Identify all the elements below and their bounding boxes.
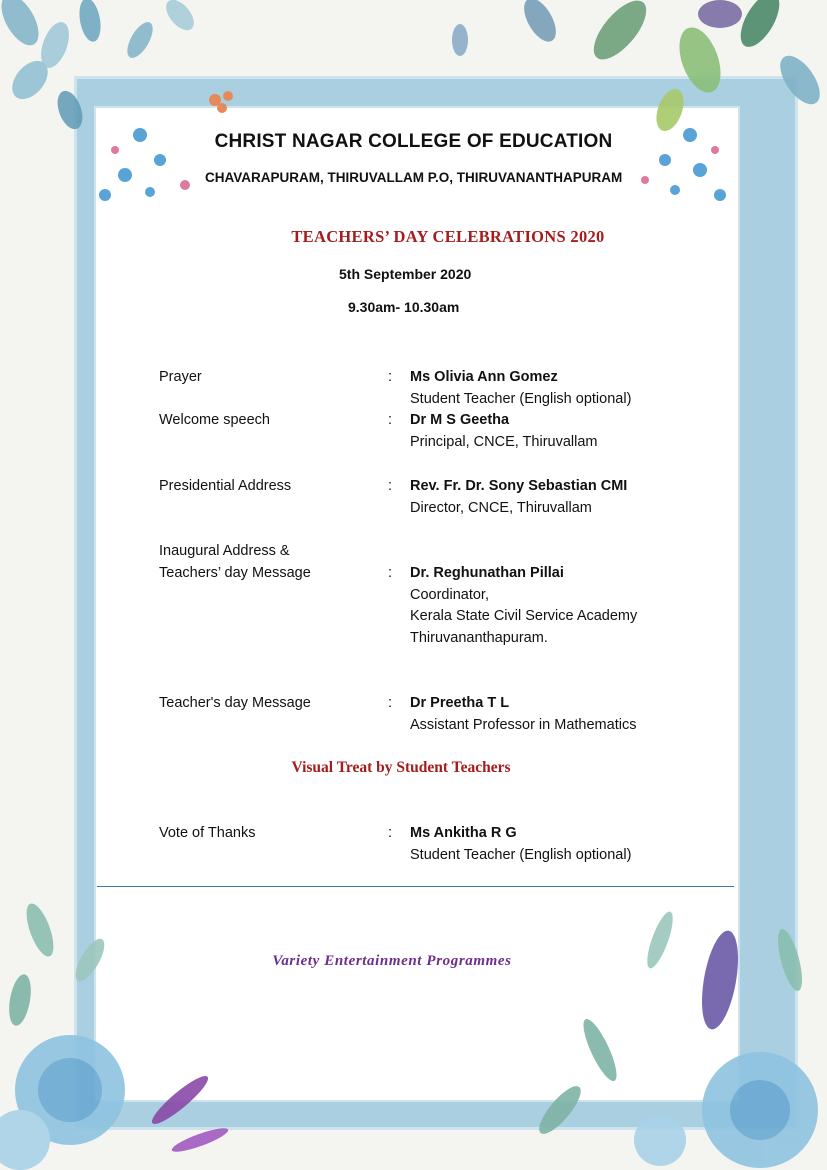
programme-colon: : [388,412,393,428]
programme-label-inaugural-line2: Teachers’ day Message [159,565,311,581]
programme-desc-inaugural-line1: Coordinator, [410,587,489,603]
programme-colon: : [388,478,393,494]
divider-line [97,886,734,887]
programme-label-inaugural-line1: Inaugural Address & [159,543,290,559]
top-left-leaves-icon [0,0,199,133]
programme-name-inaugural: Dr. Reghunathan Pillai [410,565,564,581]
programme-name-presidential: Rev. Fr. Dr. Sony Sebastian CMI [410,478,628,494]
orange-bud-icon [209,91,233,113]
bottom-left-flowers-icon [0,900,230,1170]
programme-label-teachers-message: Teacher's day Message [159,695,311,711]
programme-label-prayer: Prayer [159,369,202,385]
programme-desc-inaugural-line2: Kerala State Civil Service Academy [410,608,638,624]
college-name: CHRIST NAGAR COLLEGE OF EDUCATION [214,131,613,152]
programme-name-welcome: Dr M S Geetha [410,412,510,428]
programme-colon: : [388,825,393,841]
event-time: 9.30am- 10.30am [348,299,460,315]
programme-name-teachers-message: Dr Preetha T L [410,695,510,711]
programme-colon: : [388,565,393,581]
programme-desc-vote-of-thanks: Student Teacher (English optional) [410,847,632,863]
programme-colon: : [388,369,393,385]
programme-desc-presidential: Director, CNCE, Thiruvallam [410,500,592,516]
event-title: TEACHERS’ DAY CELEBRATIONS 2020 [291,227,605,246]
programme-label-welcome: Welcome speech [159,412,270,428]
programme-desc-prayer: Student Teacher (English optional) [410,391,632,407]
programme-desc-inaugural-line3: Thiruvananthapuram. [410,630,548,646]
visual-treat-heading: Visual Treat by Student Teachers [291,759,511,776]
programme-desc-welcome: Principal, CNCE, Thiruvallam [410,434,598,450]
programme-label-vote-of-thanks: Vote of Thanks [159,825,256,841]
programme-label-presidential: Presidential Address [159,478,292,494]
event-date: 5th September 2020 [339,266,472,282]
programme-name-prayer: Ms Olivia Ann Gomez [410,369,558,385]
college-address: CHAVARAPURAM, THIRUVALLAM P.O, THIRUVANANTHAPURAM [205,170,623,185]
programme-colon: : [388,695,393,711]
programme-name-vote-of-thanks: Ms Ankitha R G [410,825,517,841]
top-right-leaves-icon [452,0,827,135]
variety-programmes-heading: Variety Entertainment Programmes [272,953,512,969]
programme-desc-teachers-message: Assistant Professor in Mathematics [410,717,637,733]
bottom-right-flowers-icon [533,909,818,1168]
